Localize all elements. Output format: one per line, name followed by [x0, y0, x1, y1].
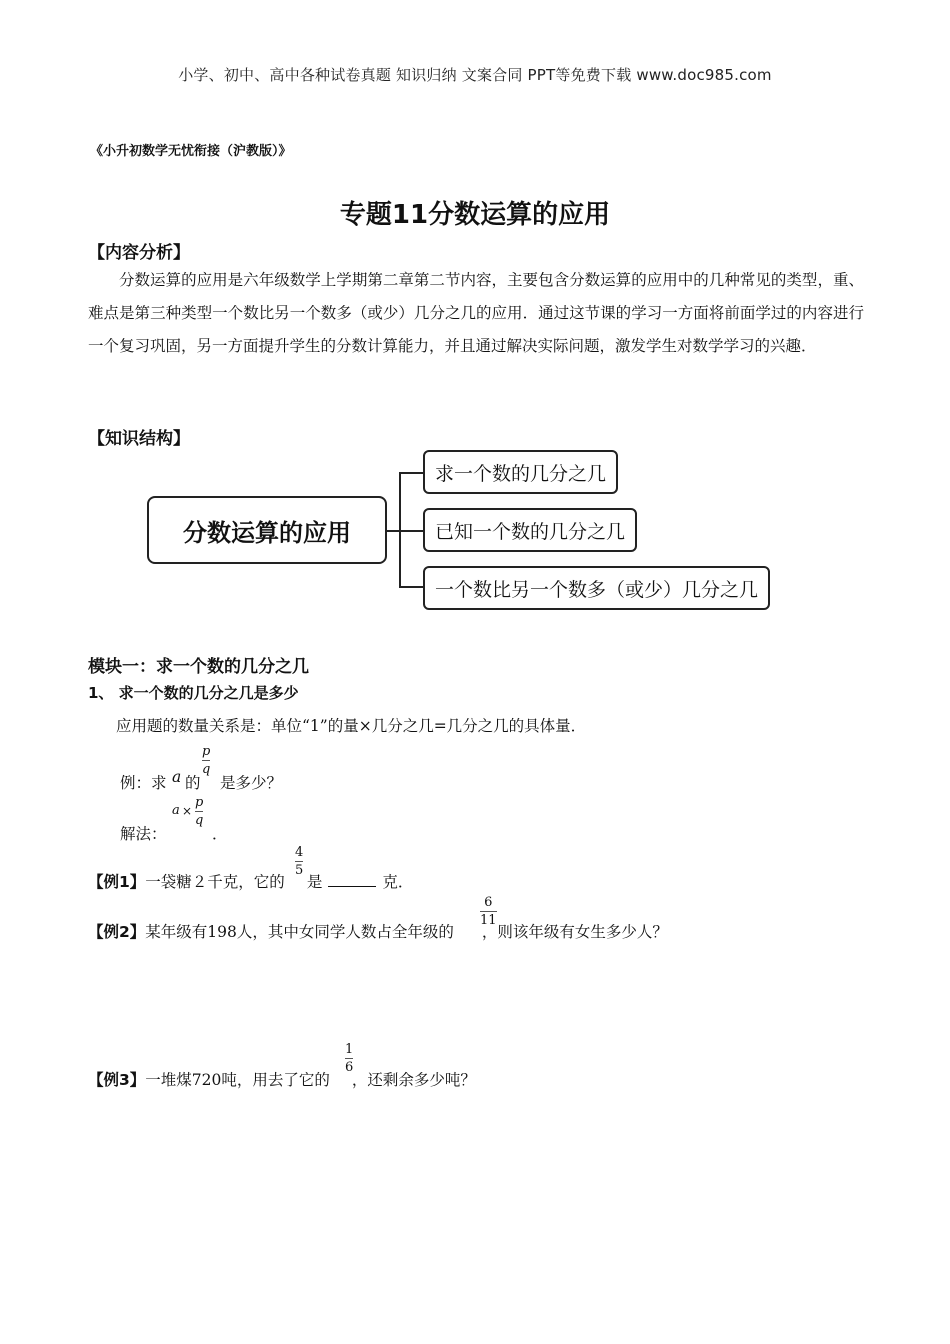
example-text: 一袋糖２千克，它的	[145, 873, 285, 891]
analysis-paragraph: 分数运算的应用是六年级数学上学期第二章第二节内容，主要包含分数运算的应用中的几种常见的类型，重、难点是第三种类型一个数比另一个数多（或少）几分之几的应用．通过这节课的学习一方面将前面学过的内容进行一个复习巩固，另一方面提升学生的分数计算能力，并且通过解决实际问题，激发学生对数学学习的兴趣．	[88, 271, 864, 355]
page-banner: 小学、初中、高中各种试卷真题 知识归纳 文案合同 PPT等免费下载 www.doc985.com	[178, 66, 772, 84]
relation-text: 应用题的数量关系是：单位“1”的量×几分之几=几分之几的具体量．	[116, 717, 587, 735]
mindmap-branch-2: 已知一个数的几分之几	[423, 508, 637, 552]
example-2-fraction	[480, 896, 497, 927]
example-3	[88, 1068, 476, 1090]
example-2	[88, 920, 668, 942]
example-label: 【例2】	[88, 923, 146, 941]
example-1-fraction	[295, 846, 303, 877]
fraction-numerator: 1	[345, 1042, 354, 1057]
example-text: 某年级有198人，其中女同学人数占全年级的	[145, 923, 454, 941]
fraction-denominator: q	[202, 762, 211, 777]
example-prefix: 例：求	[120, 774, 167, 792]
example-mid: 的	[185, 774, 201, 792]
subsection-title: 1、 求一个数的几分之几是多少	[88, 684, 299, 702]
solution-times: ×	[182, 804, 193, 818]
example-text: ，则该年级有女生多少人？	[481, 923, 668, 941]
example-3-fraction	[345, 1043, 353, 1074]
example-suffix: 是多少？	[220, 774, 283, 792]
mindmap-branch-3: 一个数比另一个数多（或少）几分之几	[423, 566, 770, 610]
mindmap-branch-line	[399, 530, 423, 532]
series-title: 《小升初数学无忧衔接（沪教版）》	[90, 144, 292, 159]
structure-heading: 【知识结构】	[88, 429, 190, 449]
fraction-denominator: q	[195, 813, 204, 828]
mindmap-branch-1: 求一个数的几分之几	[423, 450, 618, 494]
answer-blank[interactable]	[328, 886, 376, 887]
solution-prefix: 解法：	[120, 825, 167, 843]
example-1	[88, 870, 413, 892]
page-title: 专题11分数运算的应用	[339, 200, 611, 230]
mindmap-root: 分数运算的应用	[147, 496, 387, 564]
example-text: ，还剩余多少吨？	[351, 1071, 476, 1089]
example-label: 【例3】	[88, 1071, 146, 1089]
mindmap-branch-line	[399, 472, 423, 474]
solution-fraction	[195, 796, 203, 827]
fraction-numerator: 4	[295, 845, 304, 860]
example-text: 一堆煤720吨，用去了它的	[145, 1071, 330, 1089]
fraction-numerator: 6	[480, 896, 497, 912]
fraction-denominator: 6	[345, 1060, 354, 1075]
example-label: 【例1】	[88, 873, 146, 891]
mindmap-branch-line	[399, 586, 423, 588]
analysis-heading: 【内容分析】	[88, 243, 190, 263]
solution-end: ．	[212, 825, 228, 843]
fraction-numerator: p	[195, 795, 204, 810]
example-fraction	[202, 745, 210, 776]
solution-var-a: a	[172, 803, 180, 818]
fraction-numerator: p	[202, 744, 211, 759]
example-text: 是	[306, 873, 323, 891]
fraction-denominator: 11	[480, 913, 497, 928]
example-text: 克．	[382, 873, 414, 891]
example-var-a: a	[172, 768, 182, 786]
module-title: 模块一：求一个数的几分之几	[88, 657, 309, 677]
fraction-denominator: 5	[295, 863, 304, 878]
